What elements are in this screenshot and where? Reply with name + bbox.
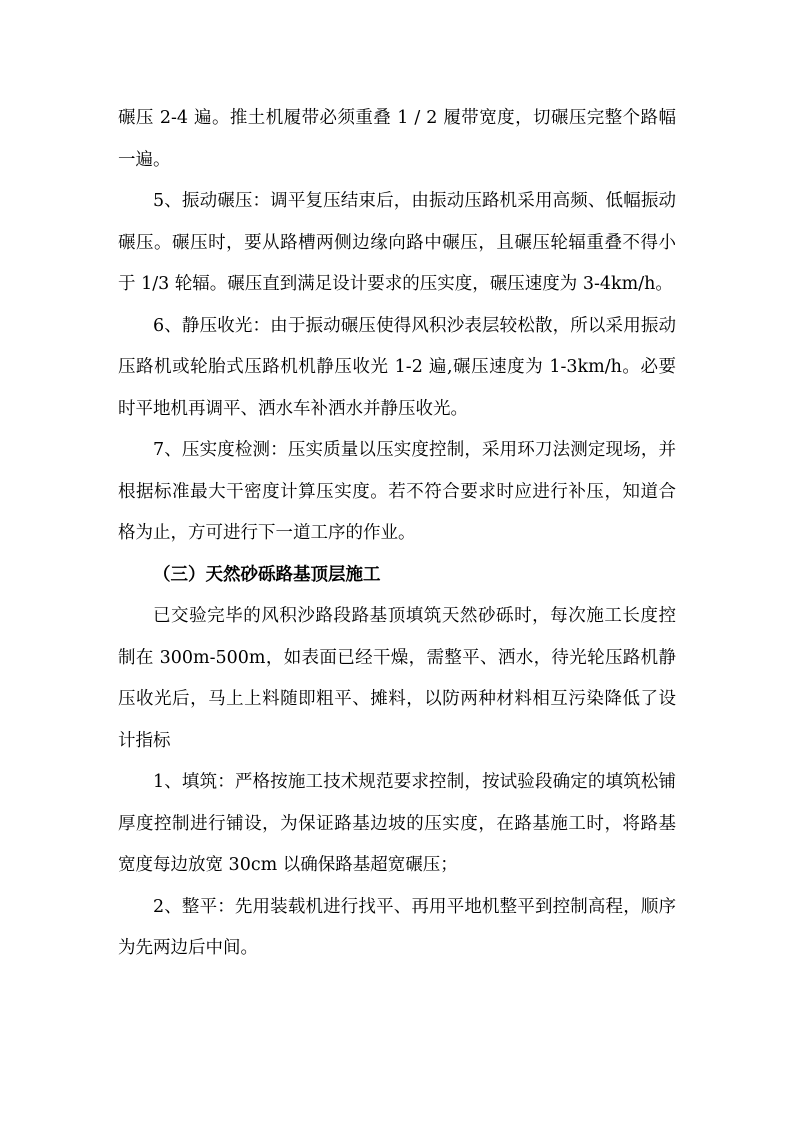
paragraph-static-finishing: 6、静压收光：由于振动碾压使得风积沙表层较松散，所以采用振动压路机或轮胎式压路机机静压收光 1-2 遍,碾压速度为 1-3km/h。必要时平地机再调平、洒水车补洒水并静压收光。 [118, 315, 676, 419]
paragraph-rolling-continuation: 碾压 2-4 遍。推土机履带必须重叠 1 / 2 履带宽度，切碾压完整个路幅一遍。 [118, 108, 676, 170]
section-heading-natural-gravel: （三）天然砂砾路基顶层施工 [153, 564, 381, 585]
paragraph-compaction-testing: 7、压实度检测：压实质量以压实度控制，采用环刀法测定现场，并根据标准最大干密度计算压实度。若不符合要求时应进行补压，知道合格为止，方可进行下一道工序的作业。 [118, 440, 676, 543]
paragraph-leveling: 2、整平：先用装载机进行找平、再用平地机整平到控制高程，顺序为先两边后中间。 [118, 896, 676, 958]
paragraph-filling: 1、填筑：严格按施工技术规范要求控制，按试验段确定的填筑松铺厚度控制进行铺设，为保证路基边坡的压实度，在路基施工时，将路基宽度每边放宽 30cm 以确保路基超宽碾压； [118, 772, 676, 875]
document-page [118, 98, 676, 970]
paragraph-gravel-intro: 已交验完毕的风积沙路段路基顶填筑天然砂砾时，每次施工长度控制在 300m-500m，如表面已经干燥，需整平、洒水，待光轮压路机静压收光后，马上上料随即粗平、摊料，以防两种材料相互污染降低了设计指标 [118, 606, 676, 751]
paragraph-vibration-rolling: 5、振动碾压：调平复压结束后，由振动压路机采用高频、低幅振动碾压。碾压时，要从路槽两侧边缘向路中碾压，且碾压轮辐重叠不得小于 1/3 轮辐。碾压直到满足设计要求的压实度，碾压速度为 3-4km/h。 [118, 191, 676, 294]
